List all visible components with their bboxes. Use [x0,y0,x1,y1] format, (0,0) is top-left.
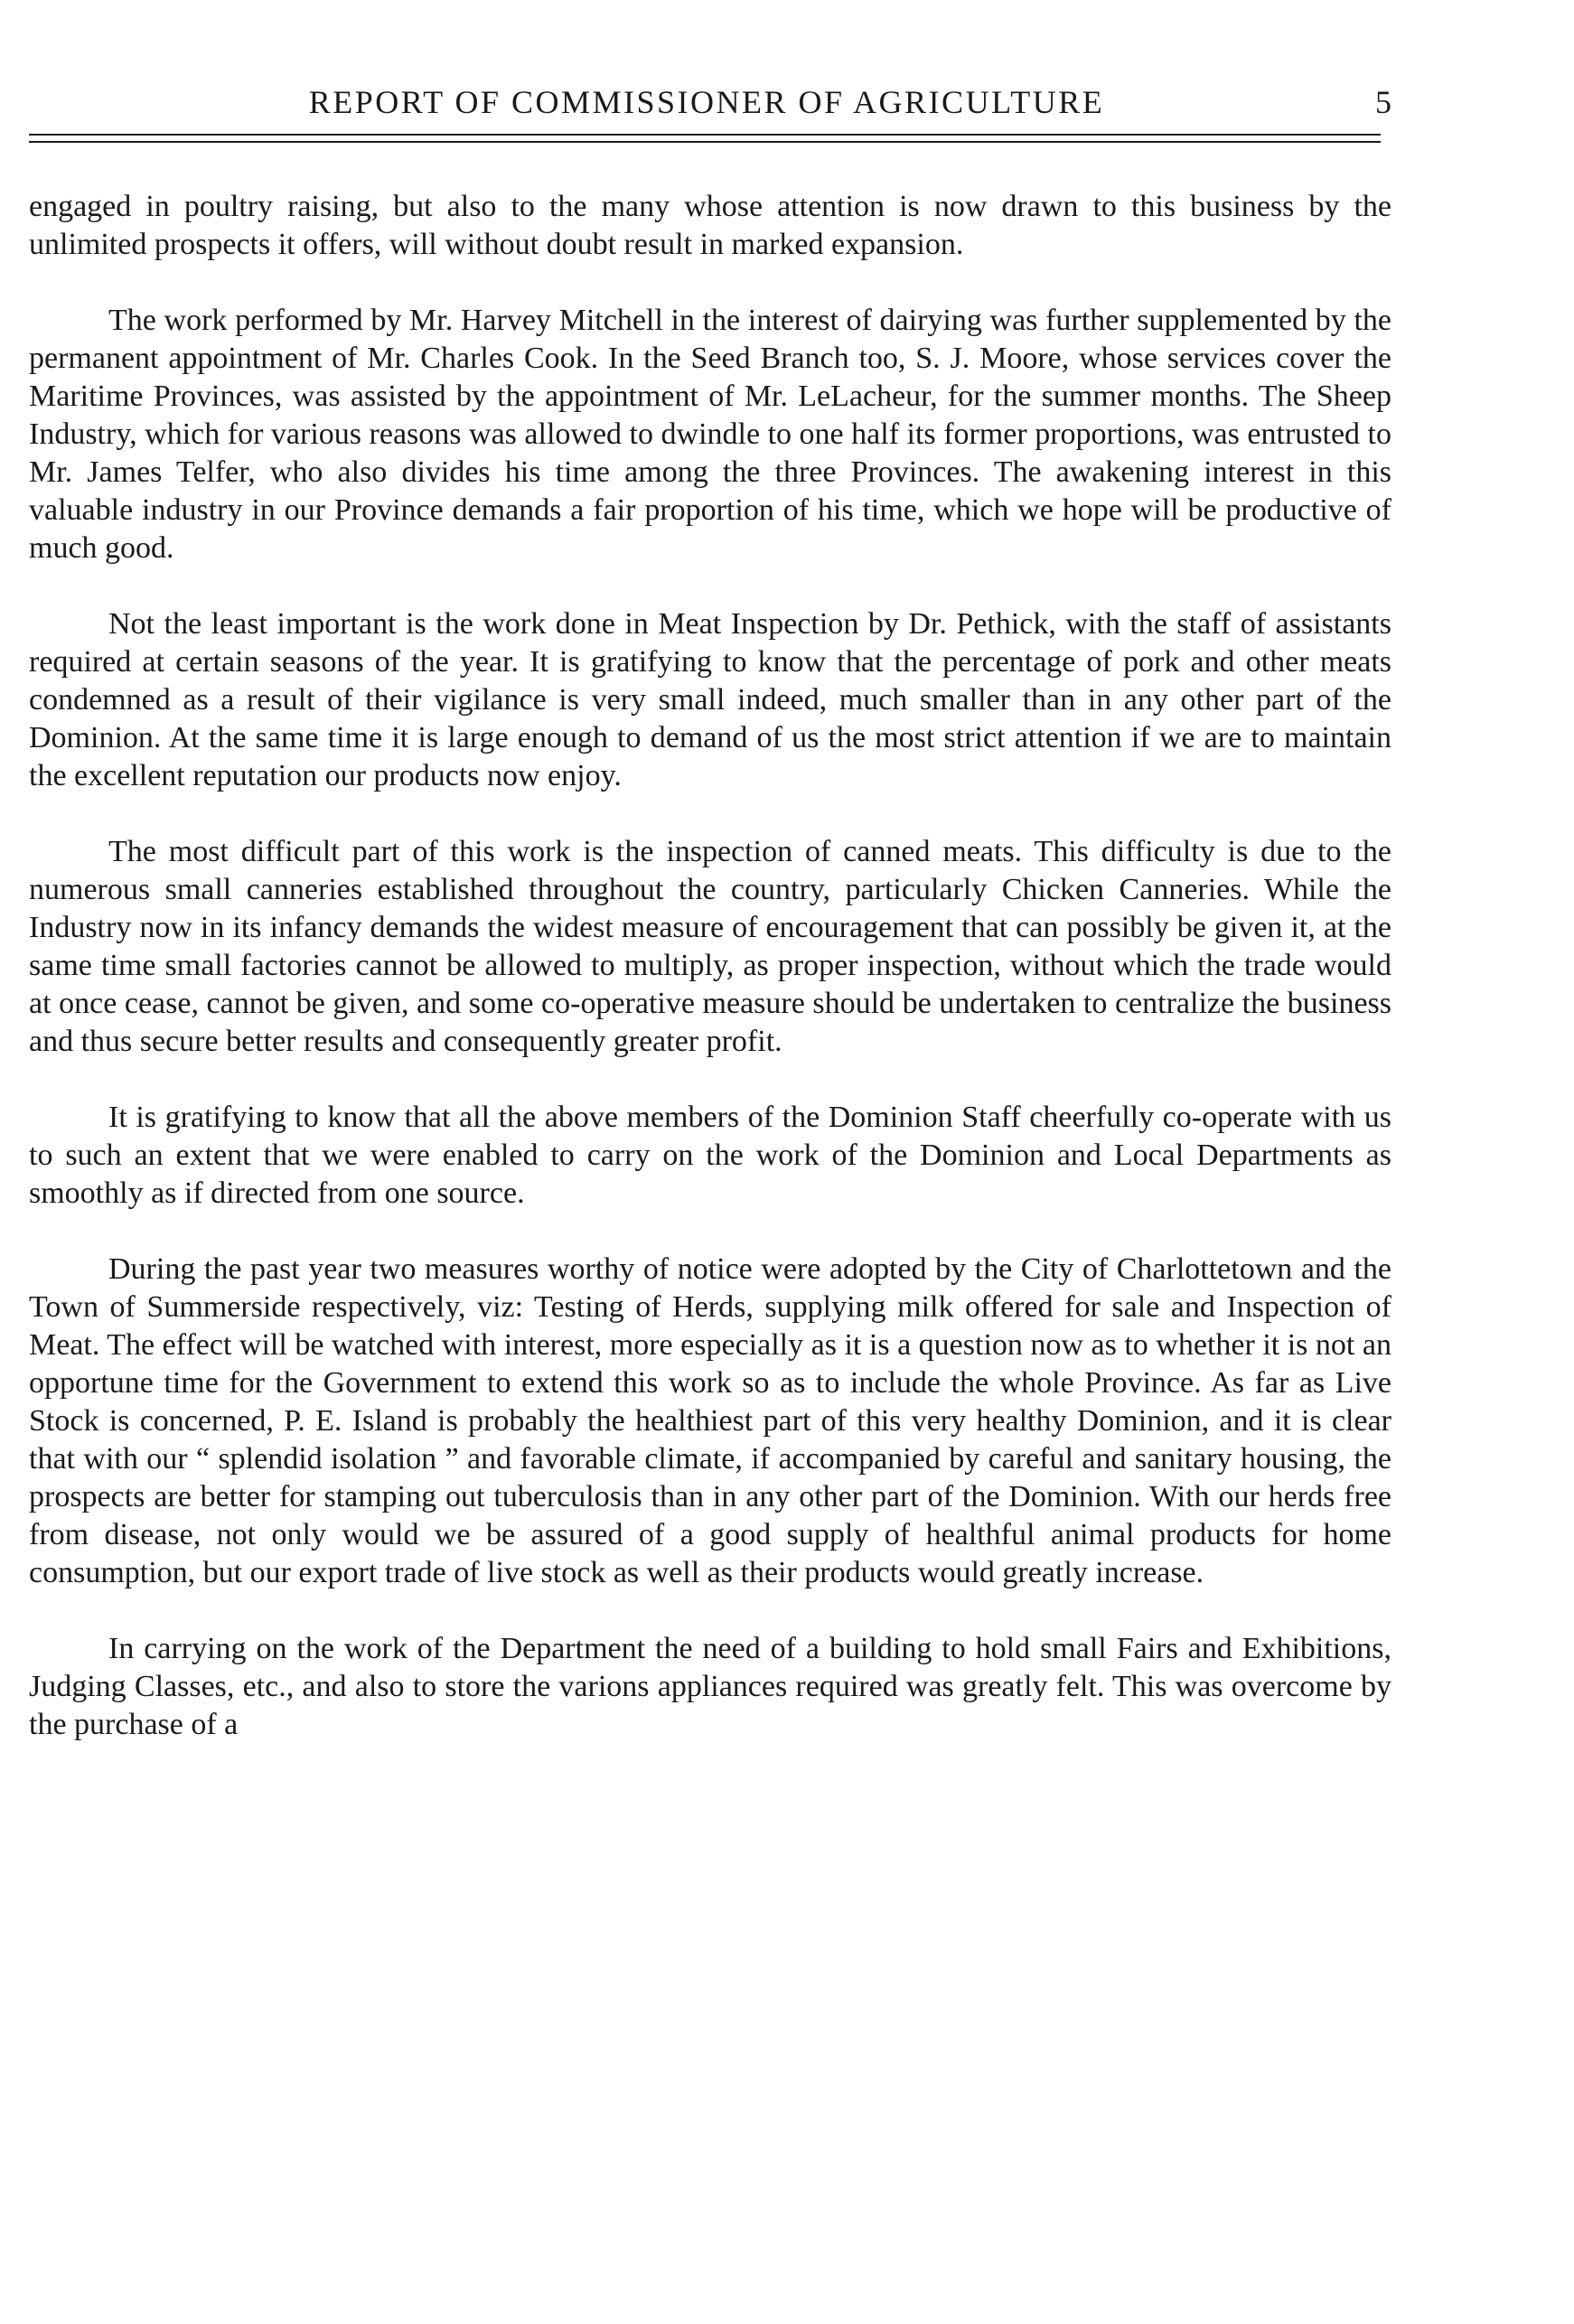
paragraph: It is gratifying to know that all the above members of the Dominion Staff cheerfully co-operate with us to such an extent that we were enabled to carry on the work of the Dominion and Local Departments as smoothly as if directed from one source. [29,1101,1391,1210]
body-text [29,188,1391,1744]
header-rule-bottom [29,141,1381,143]
page-number: 5 [1375,84,1391,120]
paragraph: Not the least important is the work done in Meat Inspection by Dr. Pethick, with the staff of assistants required at certain seasons of the year. It is gratifying to know that the percentage of pork and other meats condemned as a result of their vigilance is very small indeed, much smaller than in any other part of the Dominion. At the same time it is large enough to demand of us the most strict attention if we are to maintain the excellent reputation our products now enjoy. [29,607,1391,792]
running-title: REPORT OF COMMISSIONER OF AGRICULTURE [308,84,1105,120]
header-rule-top [29,134,1381,136]
paragraph: The most difficult part of this work is the inspection of canned meats. This difficulty is due to the numerous small canneries established throughout the country, particularly Chicken Canneries. While the Industry now in its infancy demands the widest measure of encouragement that can possibly be given it, at the same time small factories cannot be allowed to multiply, as proper inspection, without which the trade would at once cease, cannot be given, and some co-operative measure should be undertaken to centralize the business and thus secure better results and consequently greater profit. [29,835,1391,1058]
paragraph: During the past year two measures worthy of notice were adopted by the City of Charlottetown and the Town of Summerside respectively, viz: Testing of Herds, supplying milk offered for sale and Inspection of Meat. The effect will be watched with interest, more especially as it is a question now as to whether it is not an opportune time for the Government to extend this work so as to include the whole Province. As far as Live Stock is concerned, P. E. Island is probably the healthiest part of this very healthy Dominion, and it is clear that with our “ splendid isolation ” and favorable climate, if accompanied by careful and sanitary housing, the prospects are better for stamping out tuberculosis than in any other part of the Dominion. With our herds free from disease, not only would we be assured of a good supply of healthful animal products for home consumption, but our export trade of live stock as well as their products would greatly increase. [29,1252,1391,1589]
paragraph-continued: engaged in poultry raising, but also to the many whose attention is now drawn to this business by the unlimited prospects it offers, will without doubt result in marked expansion. [29,190,1391,261]
paragraph: In carrying on the work of the Department the need of a building to hold small Fairs and Exhibitions, Judging Classes, etc., and also to store the varions appliances required was greatly felt. This was overcome by the purchase of a [29,1632,1391,1741]
paragraph: The work performed by Mr. Harvey Mitchell in the interest of dairying was further supplemented by the permanent appointment of Mr. Charles Cook. In the Seed Branch too, S. J. Moore, whose services cover the Maritime Provinces, was assisted by the appointment of Mr. LeLacheur, for the summer months. The Sheep Industry, which for various reasons was allowed to dwindle to one half its former proportions, was entrusted to Mr. James Telfer, who also divides his time among the three Provinces. The awakening interest in this valuable industry in our Province demands a fair proportion of his time, which we hope will be productive of much good. [29,304,1391,565]
running-header [29,80,1391,125]
